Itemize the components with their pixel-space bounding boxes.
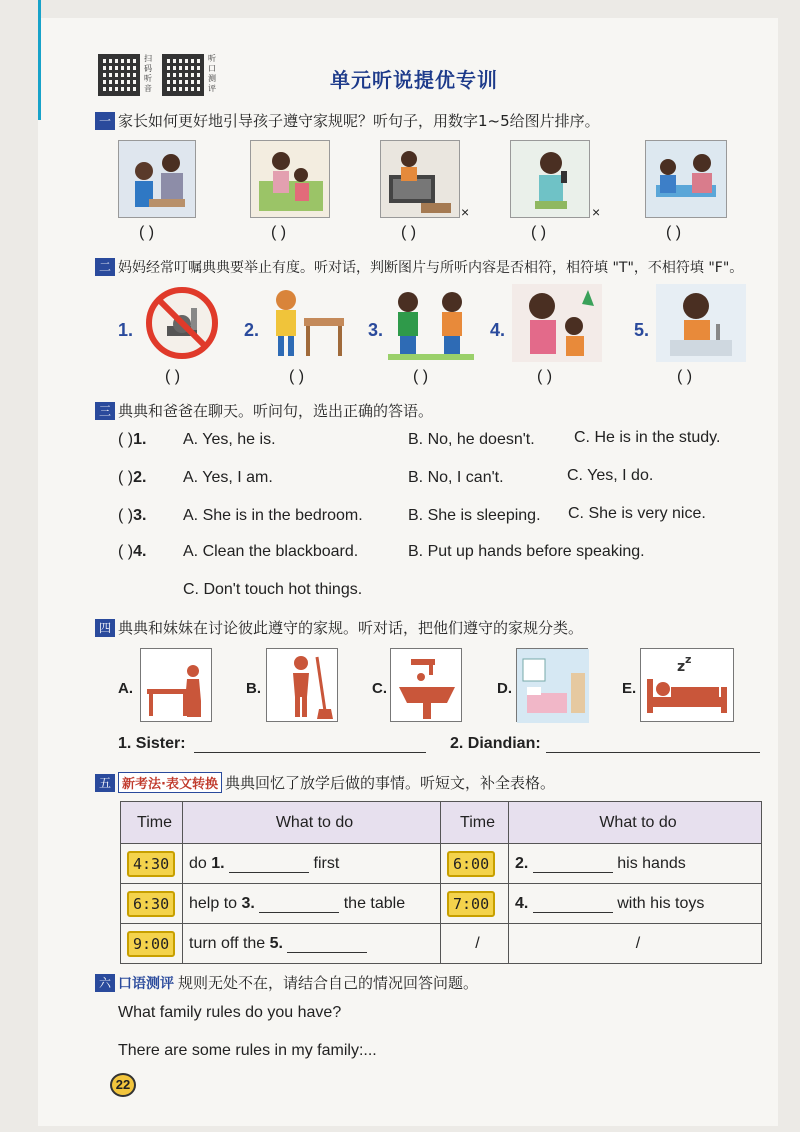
option-c: C. Don't touch hot things. — [183, 581, 363, 598]
option-letter: E. — [622, 680, 637, 697]
blank-number: 2. — [515, 854, 529, 872]
time-badge: 9:00 — [127, 931, 175, 957]
empty-cell: / — [509, 924, 762, 964]
section-instruction: 典典和爸爸在聊天。听问句，选出正确的答语。 — [118, 402, 434, 420]
answer-line[interactable] — [546, 752, 760, 753]
col-header: Time — [441, 802, 509, 844]
answer-label-diandian: 2. Diandian: — [450, 735, 541, 752]
question-row — [118, 507, 146, 525]
section-instruction: 规则无处不在，请结合自己的情况回答问题。 — [178, 974, 479, 992]
activity-text: do — [189, 854, 212, 872]
question-row — [118, 469, 146, 487]
time-badge: 6:00 — [447, 851, 495, 877]
option-b: B. She is sleeping. — [408, 507, 541, 524]
washing-hands-icon — [390, 648, 462, 722]
svg-text:z: z — [685, 653, 692, 666]
answer-paren[interactable]: ( ) — [118, 431, 134, 448]
activity-cell — [509, 884, 762, 924]
option-a: A. Yes, he is. — [183, 431, 276, 448]
section-instruction: 妈妈经常叮嘱典典要举止有度。听对话，判断图片与所听内容是否相符，相符填 "T"，不相符填 "F"。 — [118, 260, 744, 276]
section-number: 六 — [95, 974, 115, 992]
answer-paren[interactable]: ( ) — [677, 368, 693, 385]
activity-text: his hands — [612, 854, 686, 872]
picture-boy-washing — [656, 284, 746, 362]
picture-two-kids — [388, 284, 474, 362]
section-instruction: 典典和妹妹在讨论彼此遵守的家规。听对话，把他们遵守的家规分类。 — [118, 619, 584, 637]
answer-paren[interactable]: ( ) — [118, 469, 134, 486]
section-instruction: 典典回忆了放学后做的事情。听短文，补全表格。 — [224, 774, 555, 792]
answer-label-sister: 1. Sister: — [118, 735, 186, 752]
cross-mark-icon: × — [461, 204, 470, 220]
section-number: 四 — [95, 619, 115, 637]
blank-number: 5. — [269, 934, 283, 952]
option-letter: B. — [246, 680, 261, 697]
oral-question: What family rules do you have? — [118, 1004, 342, 1021]
question-number: 1. — [133, 431, 147, 448]
qr-caption: 扫码听音 — [144, 54, 152, 93]
time-badge: 7:00 — [447, 891, 495, 917]
option-b: B. No, I can't. — [408, 469, 504, 486]
picture-helping-cook — [118, 140, 196, 218]
answer-paren[interactable]: ( ) — [537, 368, 553, 385]
answer-paren[interactable]: ( ) — [118, 543, 134, 560]
question-number: 3. — [133, 507, 147, 524]
picture-girl-phone — [510, 140, 590, 218]
section-5-heading — [95, 772, 555, 793]
answer-paren[interactable]: ( ) — [413, 368, 429, 385]
activity-cell — [183, 884, 441, 924]
activity-text: with his toys — [612, 894, 705, 912]
time-badge: 4:30 — [127, 851, 175, 877]
oral-answer-starter: There are some rules in my family:... — [118, 1042, 377, 1059]
fill-blank[interactable] — [229, 859, 309, 873]
edge-line — [38, 0, 41, 120]
option-b: B. Put up hands before speaking. — [408, 543, 645, 560]
option-b: B. No, he doesn't. — [408, 431, 535, 448]
fill-blank[interactable] — [533, 859, 613, 873]
table-row — [121, 924, 762, 964]
activity-text: turn off the — [189, 934, 270, 952]
option-letter: C. — [372, 680, 387, 697]
section-number: 二 — [95, 258, 115, 276]
option-a: A. Clean the blackboard. — [183, 543, 359, 560]
answer-paren[interactable]: ( ) — [289, 368, 305, 385]
answer-paren[interactable]: ( ) — [401, 224, 417, 241]
item-label: 4. — [490, 320, 506, 340]
table-row — [121, 844, 762, 884]
answer-paren[interactable]: ( ) — [666, 224, 682, 241]
blank-number: 1. — [211, 854, 225, 872]
item-label: 1. — [118, 320, 134, 340]
section-instruction: 家长如何更好地引导孩子遵守家规呢？听句子，用数字1~5给图片排序。 — [118, 112, 600, 130]
question-row — [118, 431, 146, 449]
svg-text:z: z — [677, 659, 686, 675]
section-number: 一 — [95, 112, 115, 130]
option-c: C. He is in the study. — [574, 429, 721, 446]
option-c: C. Yes, I do. — [567, 467, 654, 484]
item-label: 2. — [244, 320, 260, 340]
option-letter: A. — [118, 680, 133, 697]
new-question-tag: 新考法·表文转换 — [118, 772, 222, 793]
empty-cell: / — [441, 924, 509, 964]
section-1-heading — [95, 110, 600, 131]
col-header: Time — [121, 802, 183, 844]
table-row — [121, 884, 762, 924]
section-3-heading — [95, 400, 433, 421]
section-number: 五 — [95, 774, 115, 792]
answer-paren[interactable]: ( ) — [531, 224, 547, 241]
question-row — [118, 543, 146, 561]
section-2-heading — [95, 257, 743, 277]
answer-paren[interactable]: ( ) — [118, 507, 134, 524]
picture-girl-plant — [512, 284, 602, 362]
activity-text: help to — [189, 894, 242, 912]
answer-paren[interactable]: ( ) — [139, 224, 155, 241]
col-header: What to do — [509, 802, 762, 844]
fill-blank[interactable] — [287, 939, 367, 953]
option-letter: D. — [497, 680, 512, 697]
page-title: 单元听说提优专训 — [330, 68, 498, 92]
activity-cell — [509, 844, 762, 884]
studying-at-desk-icon — [140, 648, 212, 722]
blank-number: 4. — [515, 894, 529, 912]
sweeping-icon — [266, 648, 338, 722]
sleeping-icon — [640, 648, 734, 722]
activity-cell — [183, 844, 441, 884]
blank-number: 3. — [241, 894, 255, 912]
question-number: 4. — [133, 543, 147, 560]
qr-code-icon[interactable] — [162, 54, 204, 96]
answer-line[interactable] — [194, 752, 426, 753]
item-label: 5. — [634, 320, 650, 340]
section-number: 三 — [95, 402, 115, 420]
cross-mark-icon: × — [592, 204, 601, 220]
activity-cell — [183, 924, 441, 964]
fill-blank[interactable] — [259, 899, 339, 913]
qr-caption: 听口测评 — [208, 54, 216, 93]
tidy-bedroom-icon — [516, 648, 588, 722]
question-number: 2. — [133, 469, 147, 486]
answer-paren[interactable]: ( ) — [271, 224, 287, 241]
fill-blank[interactable] — [533, 899, 613, 913]
time-badge: 6:30 — [127, 891, 175, 917]
option-a: A. Yes, I am. — [183, 469, 273, 486]
activity-text: the table — [339, 894, 406, 912]
option-a: A. She is in the bedroom. — [183, 507, 363, 524]
picture-boy-desk — [266, 284, 348, 362]
qr-code-icon[interactable] — [98, 54, 140, 96]
picture-family-sofa — [250, 140, 330, 218]
picture-mother-son-table — [645, 140, 727, 218]
col-header: What to do — [183, 802, 441, 844]
page-number: 22 — [110, 1073, 136, 1097]
section-4-heading — [95, 617, 583, 638]
answer-paren[interactable]: ( ) — [165, 368, 181, 385]
no-food-sign-icon — [145, 286, 219, 360]
section-6-heading — [95, 972, 478, 993]
item-label: 3. — [368, 320, 384, 340]
picture-watching-tv — [380, 140, 460, 218]
schedule-table — [120, 801, 762, 964]
activity-text: first — [309, 854, 340, 872]
option-c: C. She is very nice. — [568, 505, 706, 522]
oral-test-tag: 口语测评 — [118, 975, 174, 992]
table-header-row — [121, 802, 762, 844]
